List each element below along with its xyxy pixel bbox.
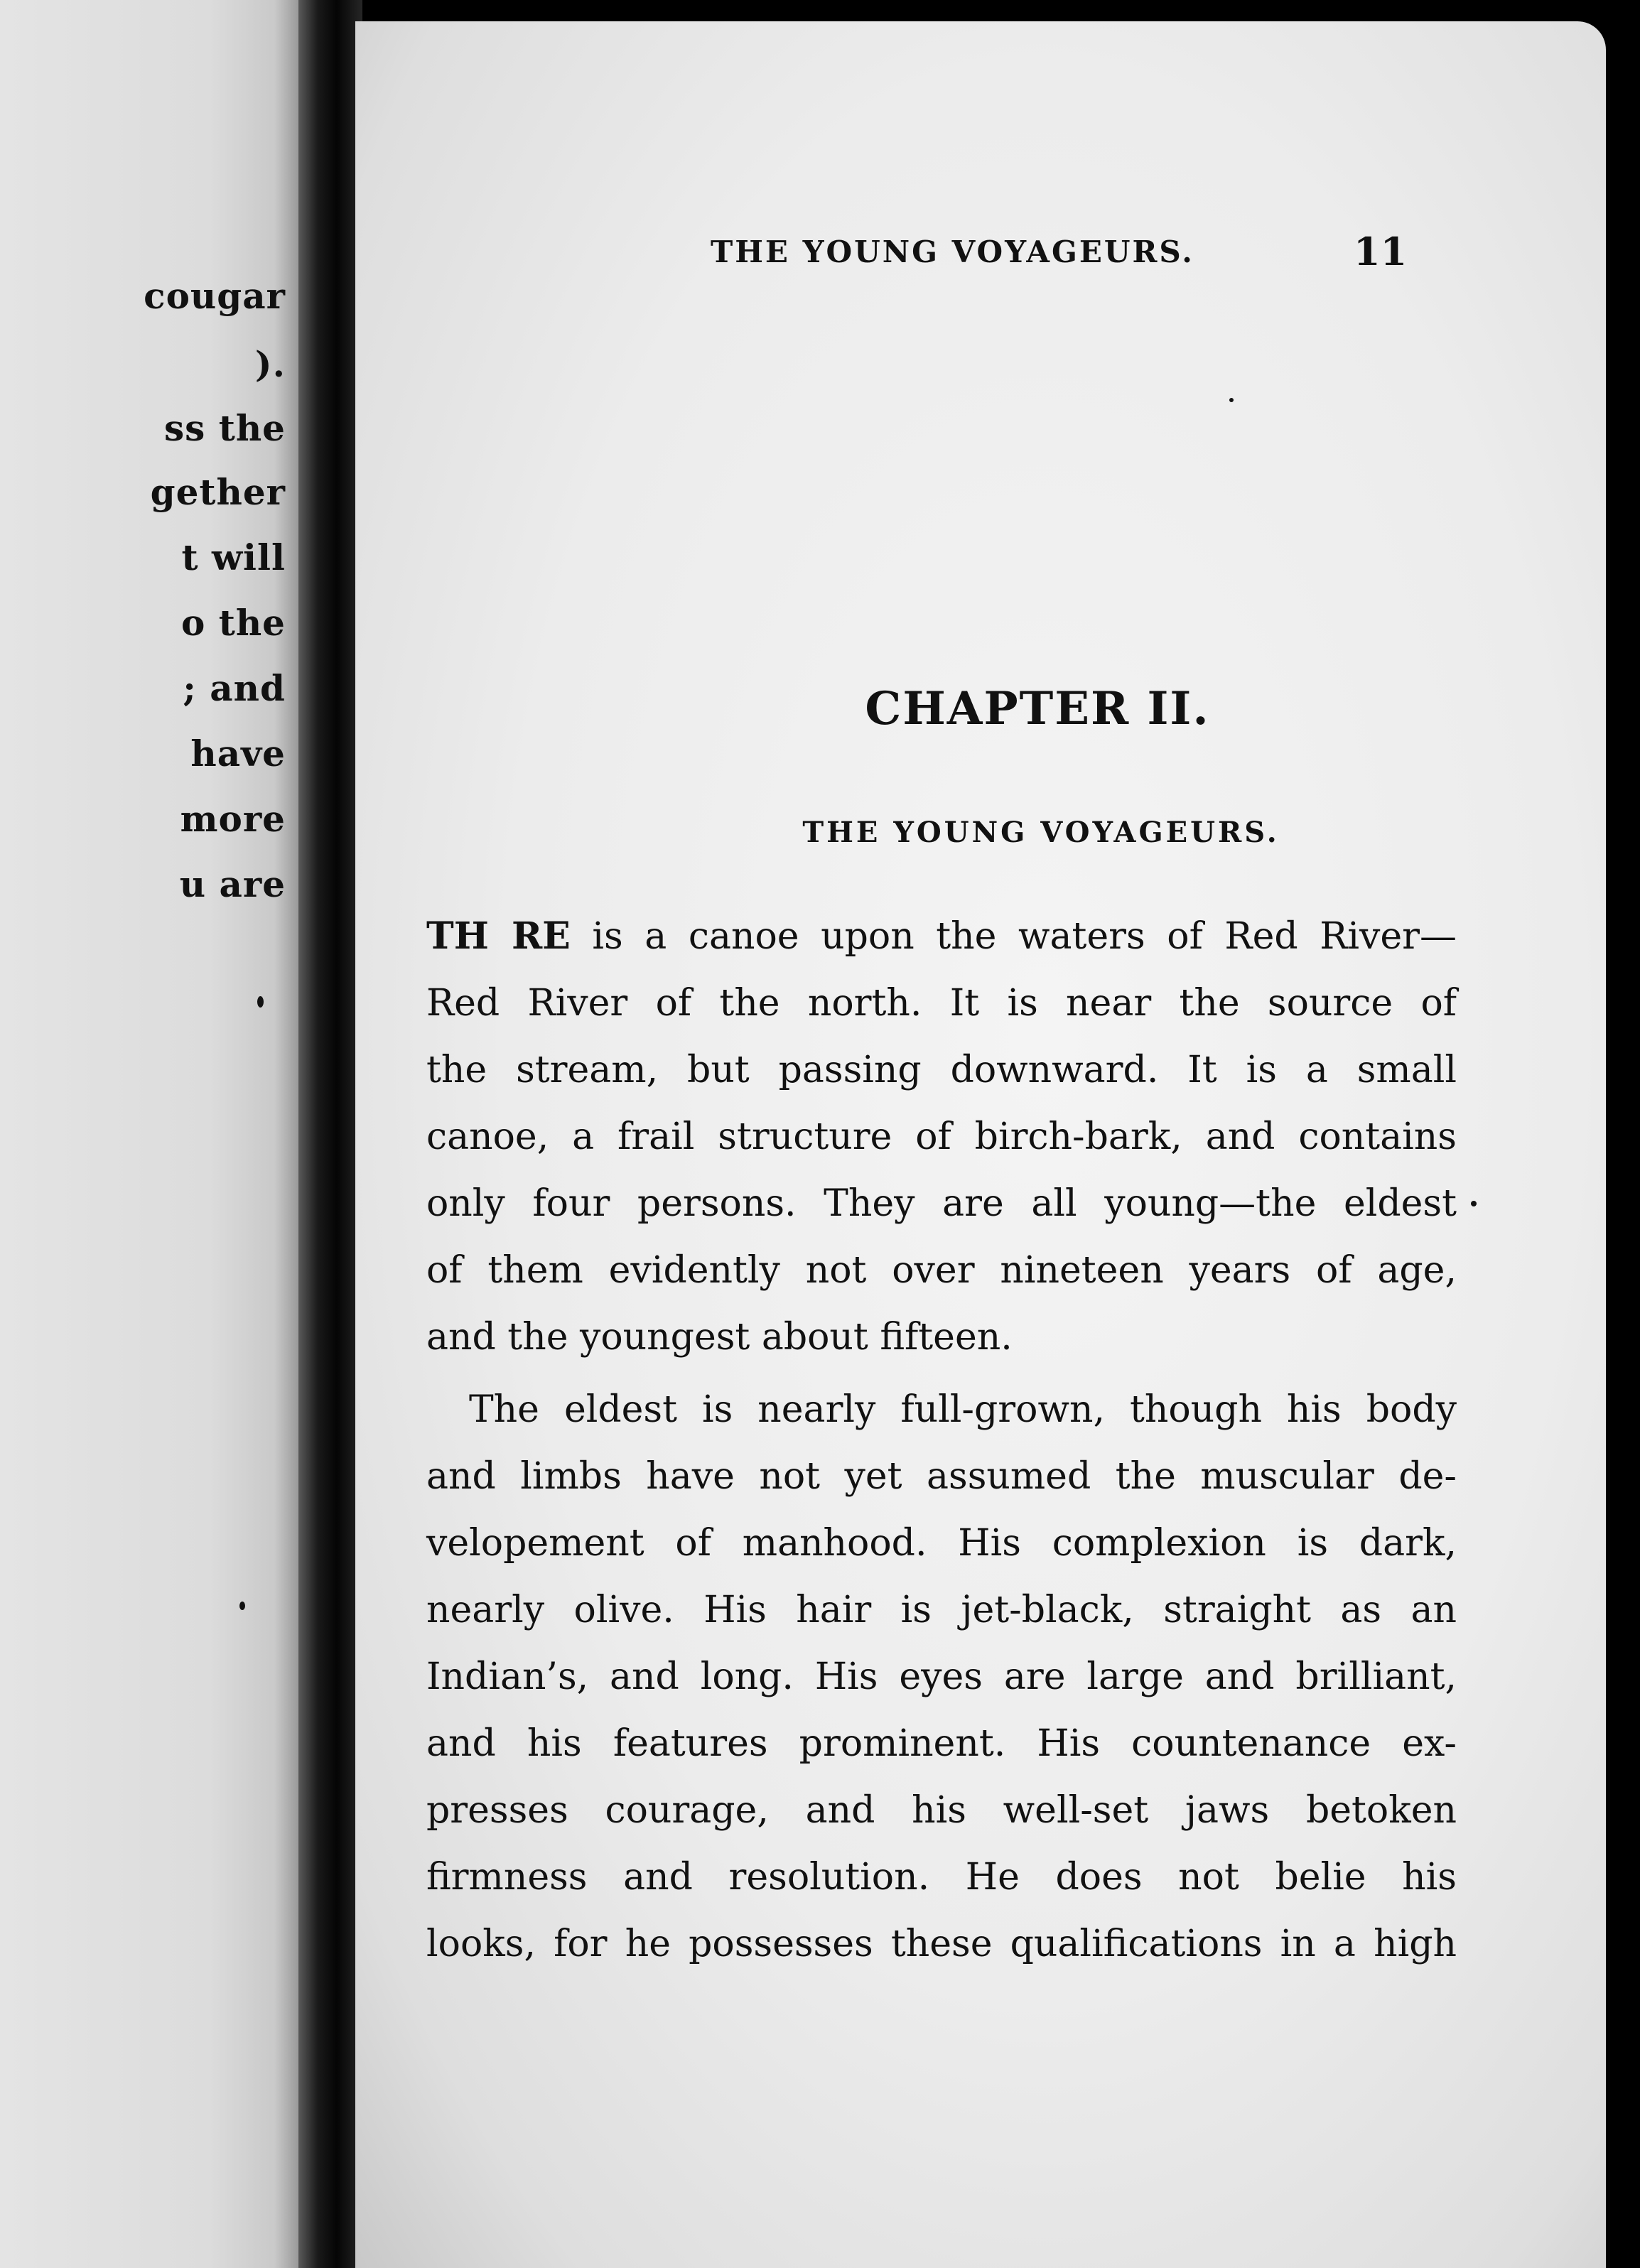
body-line: only four persons. They are all young—the eldest bbox=[426, 1182, 1457, 1225]
left-page-line: gether bbox=[150, 471, 286, 513]
left-page-line: t will bbox=[181, 536, 286, 578]
body-line: and the youngest about fifteen. bbox=[426, 1316, 1013, 1359]
first-line-rest: is a canoe upon the waters of Red River— bbox=[570, 915, 1457, 958]
body-line: the stream, but passing downward. It is a small bbox=[426, 1049, 1457, 1091]
chapter-subtitle: THE YOUNG VOYAGEURS. bbox=[802, 816, 1280, 849]
scan-speck bbox=[257, 996, 264, 1008]
left-facing-page bbox=[0, 0, 298, 2268]
book-gutter bbox=[298, 0, 362, 2268]
left-page-line: have bbox=[190, 733, 286, 774]
right-page bbox=[355, 21, 1606, 2268]
body-line: firmness and resolution. He does not belie his bbox=[426, 1856, 1457, 1899]
left-page-line: ; and bbox=[183, 667, 286, 709]
left-page-line: u are bbox=[179, 863, 286, 905]
body-line: nearly olive. His hair is jet-black, straight as an bbox=[426, 1589, 1457, 1631]
scan-speck bbox=[239, 1602, 245, 1610]
body-line: Red River of the north. It is near the source of bbox=[426, 982, 1457, 1025]
body-line: canoe, a frail structure of birch-bark, and contains bbox=[426, 1116, 1457, 1158]
scan-speck bbox=[1229, 398, 1234, 402]
body-line: and limbs have not yet assumed the muscular de- bbox=[426, 1455, 1457, 1498]
page-header bbox=[355, 229, 1606, 277]
left-page-line: more bbox=[180, 798, 286, 840]
body-line: and his features prominent. His countenance ex- bbox=[426, 1722, 1457, 1765]
left-page-line: o the bbox=[180, 602, 286, 644]
body-line-first bbox=[426, 914, 1457, 958]
chapter-title: CHAPTER II. bbox=[865, 682, 1210, 735]
left-page-line: cougar bbox=[144, 275, 286, 317]
page-number: 11 bbox=[1354, 229, 1408, 274]
left-page-line: ss the bbox=[164, 407, 286, 449]
scan-speck bbox=[1471, 1201, 1477, 1206]
left-page-line: ). bbox=[254, 343, 286, 385]
opening-word: TH RE bbox=[426, 914, 571, 958]
body-line: presses courage, and his well-set jaws betoken bbox=[426, 1789, 1457, 1832]
running-head: THE YOUNG VOYAGEURS. bbox=[711, 234, 1194, 269]
body-line: looks, for he possesses these qualifications in a high bbox=[426, 1923, 1457, 1965]
body-line: Indian’s, and long. His eyes are large and brilliant, bbox=[426, 1656, 1457, 1698]
body-line: of them evidently not over nineteen years of age, bbox=[426, 1249, 1457, 1292]
body-line: velopement of manhood. His complexion is dark, bbox=[426, 1522, 1457, 1565]
body-line: The eldest is nearly full-grown, though his body bbox=[469, 1388, 1457, 1431]
